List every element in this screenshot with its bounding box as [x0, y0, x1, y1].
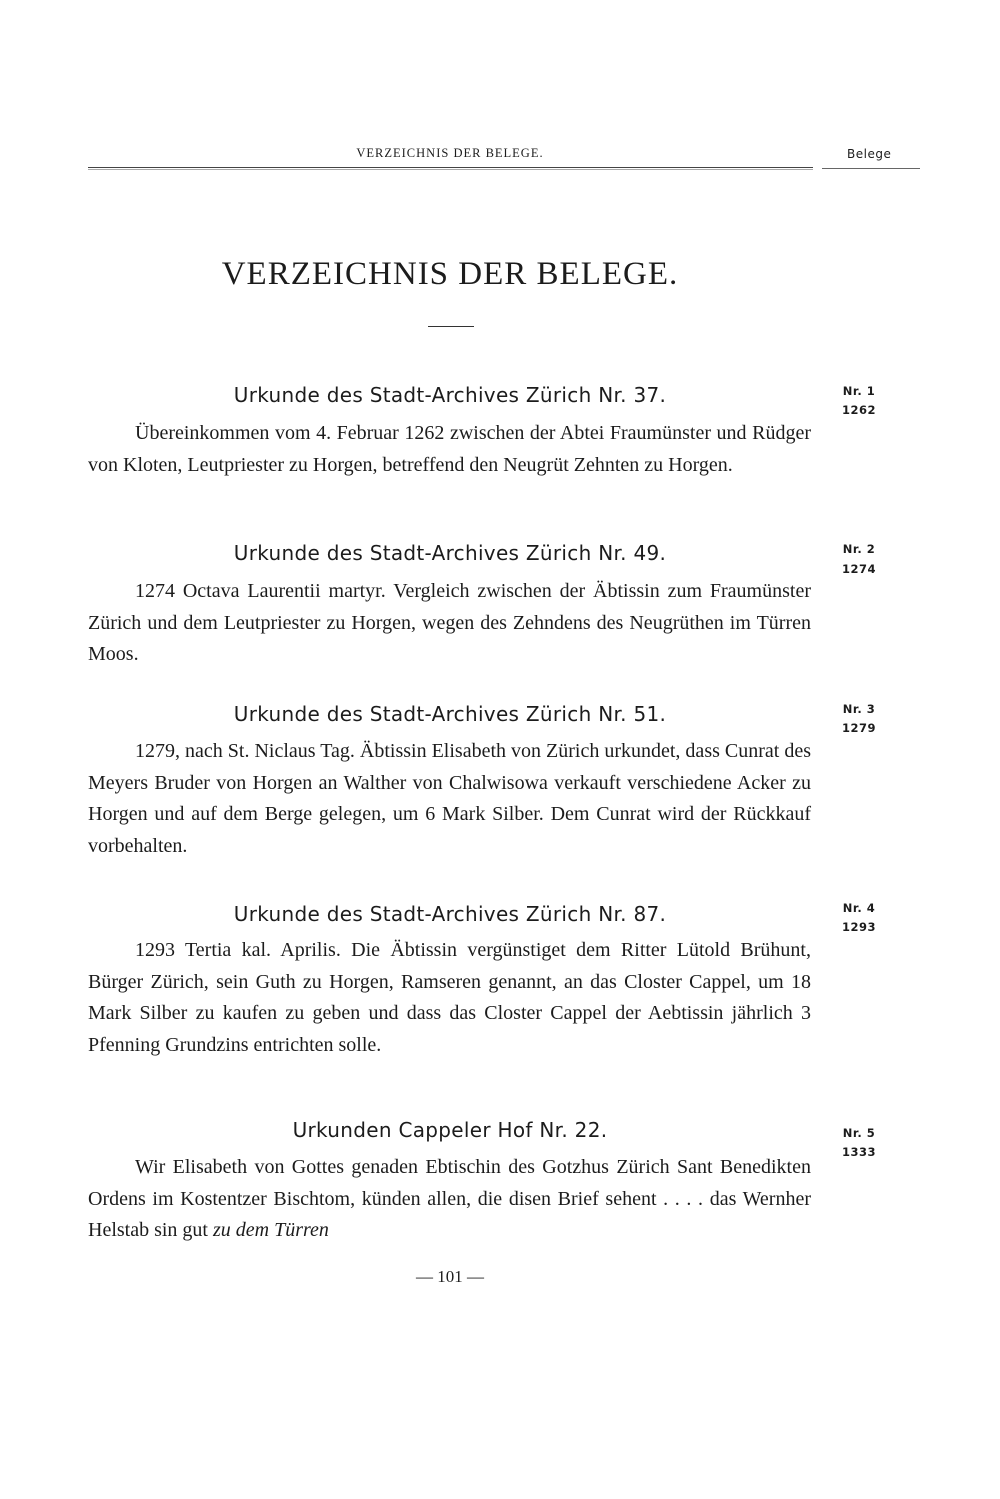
margin-note-number: Nr. 3 [842, 702, 876, 716]
margin-note-number: Nr. 2 [842, 542, 876, 556]
entry-heading: Urkunde des Stadt-Archives Zürich Nr. 51. [233, 702, 667, 726]
running-head: VERZEICHNIS DER BELEGE. [356, 146, 544, 160]
entry-heading: Urkunden Cappeler Hof Nr. 22. [292, 1118, 608, 1142]
entry-body: Übereinkommen vom 4. Februar 1262 zwischen der Abtei Fraumünster und Rüdger von Kloten, Leutpriester zu Horgen, betreffend den Neugrüt Zehnten zu Horgen. [88, 422, 811, 476]
margin-note-year: 1279 [841, 721, 876, 735]
margin-note-number: Nr. 4 [842, 901, 876, 915]
margin-note-number: Nr. 1 [842, 384, 876, 398]
entry-body: 1274 Octava Laurentii martyr. Vergleich zwischen der Äbtissin zum Fraumünster Zürich und dem Leutpriester zu Horgen, wegen des Zehndens des Neugrüthen im Türren Moos. [88, 580, 811, 665]
entry-heading: Urkunde des Stadt-Archives Zürich Nr. 87. [233, 902, 667, 926]
header-rule-thin [88, 169, 813, 170]
entry-body: 1293 Tertia kal. Aprilis. Die Äbtissin vergünstiget dem Ritter Lütold Brühunt, Bürger Zürich, sein Guth zu Horgen, Ramseren genannt, an das Closter Cappel, um 18 Mark Silber zu kaufen zu geben und dass das Closter Cappel der Aebtissin jährlich 3 Pfenning Grundzins entrichten solle. [88, 939, 811, 1056]
margin-note-number: Nr. 5 [842, 1126, 876, 1140]
entry-body [88, 1152, 811, 1247]
entry-heading: Urkunde des Stadt-Archives Zürich Nr. 37. [233, 383, 667, 407]
title-rule [428, 326, 474, 327]
margin-head: Belege [847, 147, 892, 161]
margin-note-year: 1293 [841, 920, 876, 934]
entry-body-italic: zu dem Türren [213, 1219, 329, 1241]
entry-heading: Urkunde des Stadt-Archives Zürich Nr. 49. [233, 541, 667, 565]
margin-note-year: 1262 [841, 403, 876, 417]
margin-note-year: 1274 [841, 562, 876, 576]
header-rule [88, 167, 813, 168]
margin-note-year: 1333 [841, 1145, 876, 1159]
margin-rule [822, 168, 920, 169]
entry-body-text: Wir Elisabeth von Gottes genaden Ebtischin des Gotzhus Zürich Sant Benedikten Ordens im Kostentzer Bischtom, künden allen, die disen Brief sehent . . . . das Wernher Helstab sin gut [88, 1156, 811, 1241]
page-number: — 101 — [416, 1267, 484, 1286]
page-title: VERZEICHNIS DER BELEGE. [221, 256, 679, 292]
entry-body: 1279, nach St. Niclaus Tag. Äbtissin Elisabeth von Zürich urkundet, dass Cunrat des Meyers Bruder von Horgen an Walther von Chalwisowa verkauft verschiedene Acker zu Horgen und auf dem Berge gelegen, um 6 Mark Silber. Dem Cunrat wird der Rückkauf vorbehalten. [88, 740, 811, 857]
